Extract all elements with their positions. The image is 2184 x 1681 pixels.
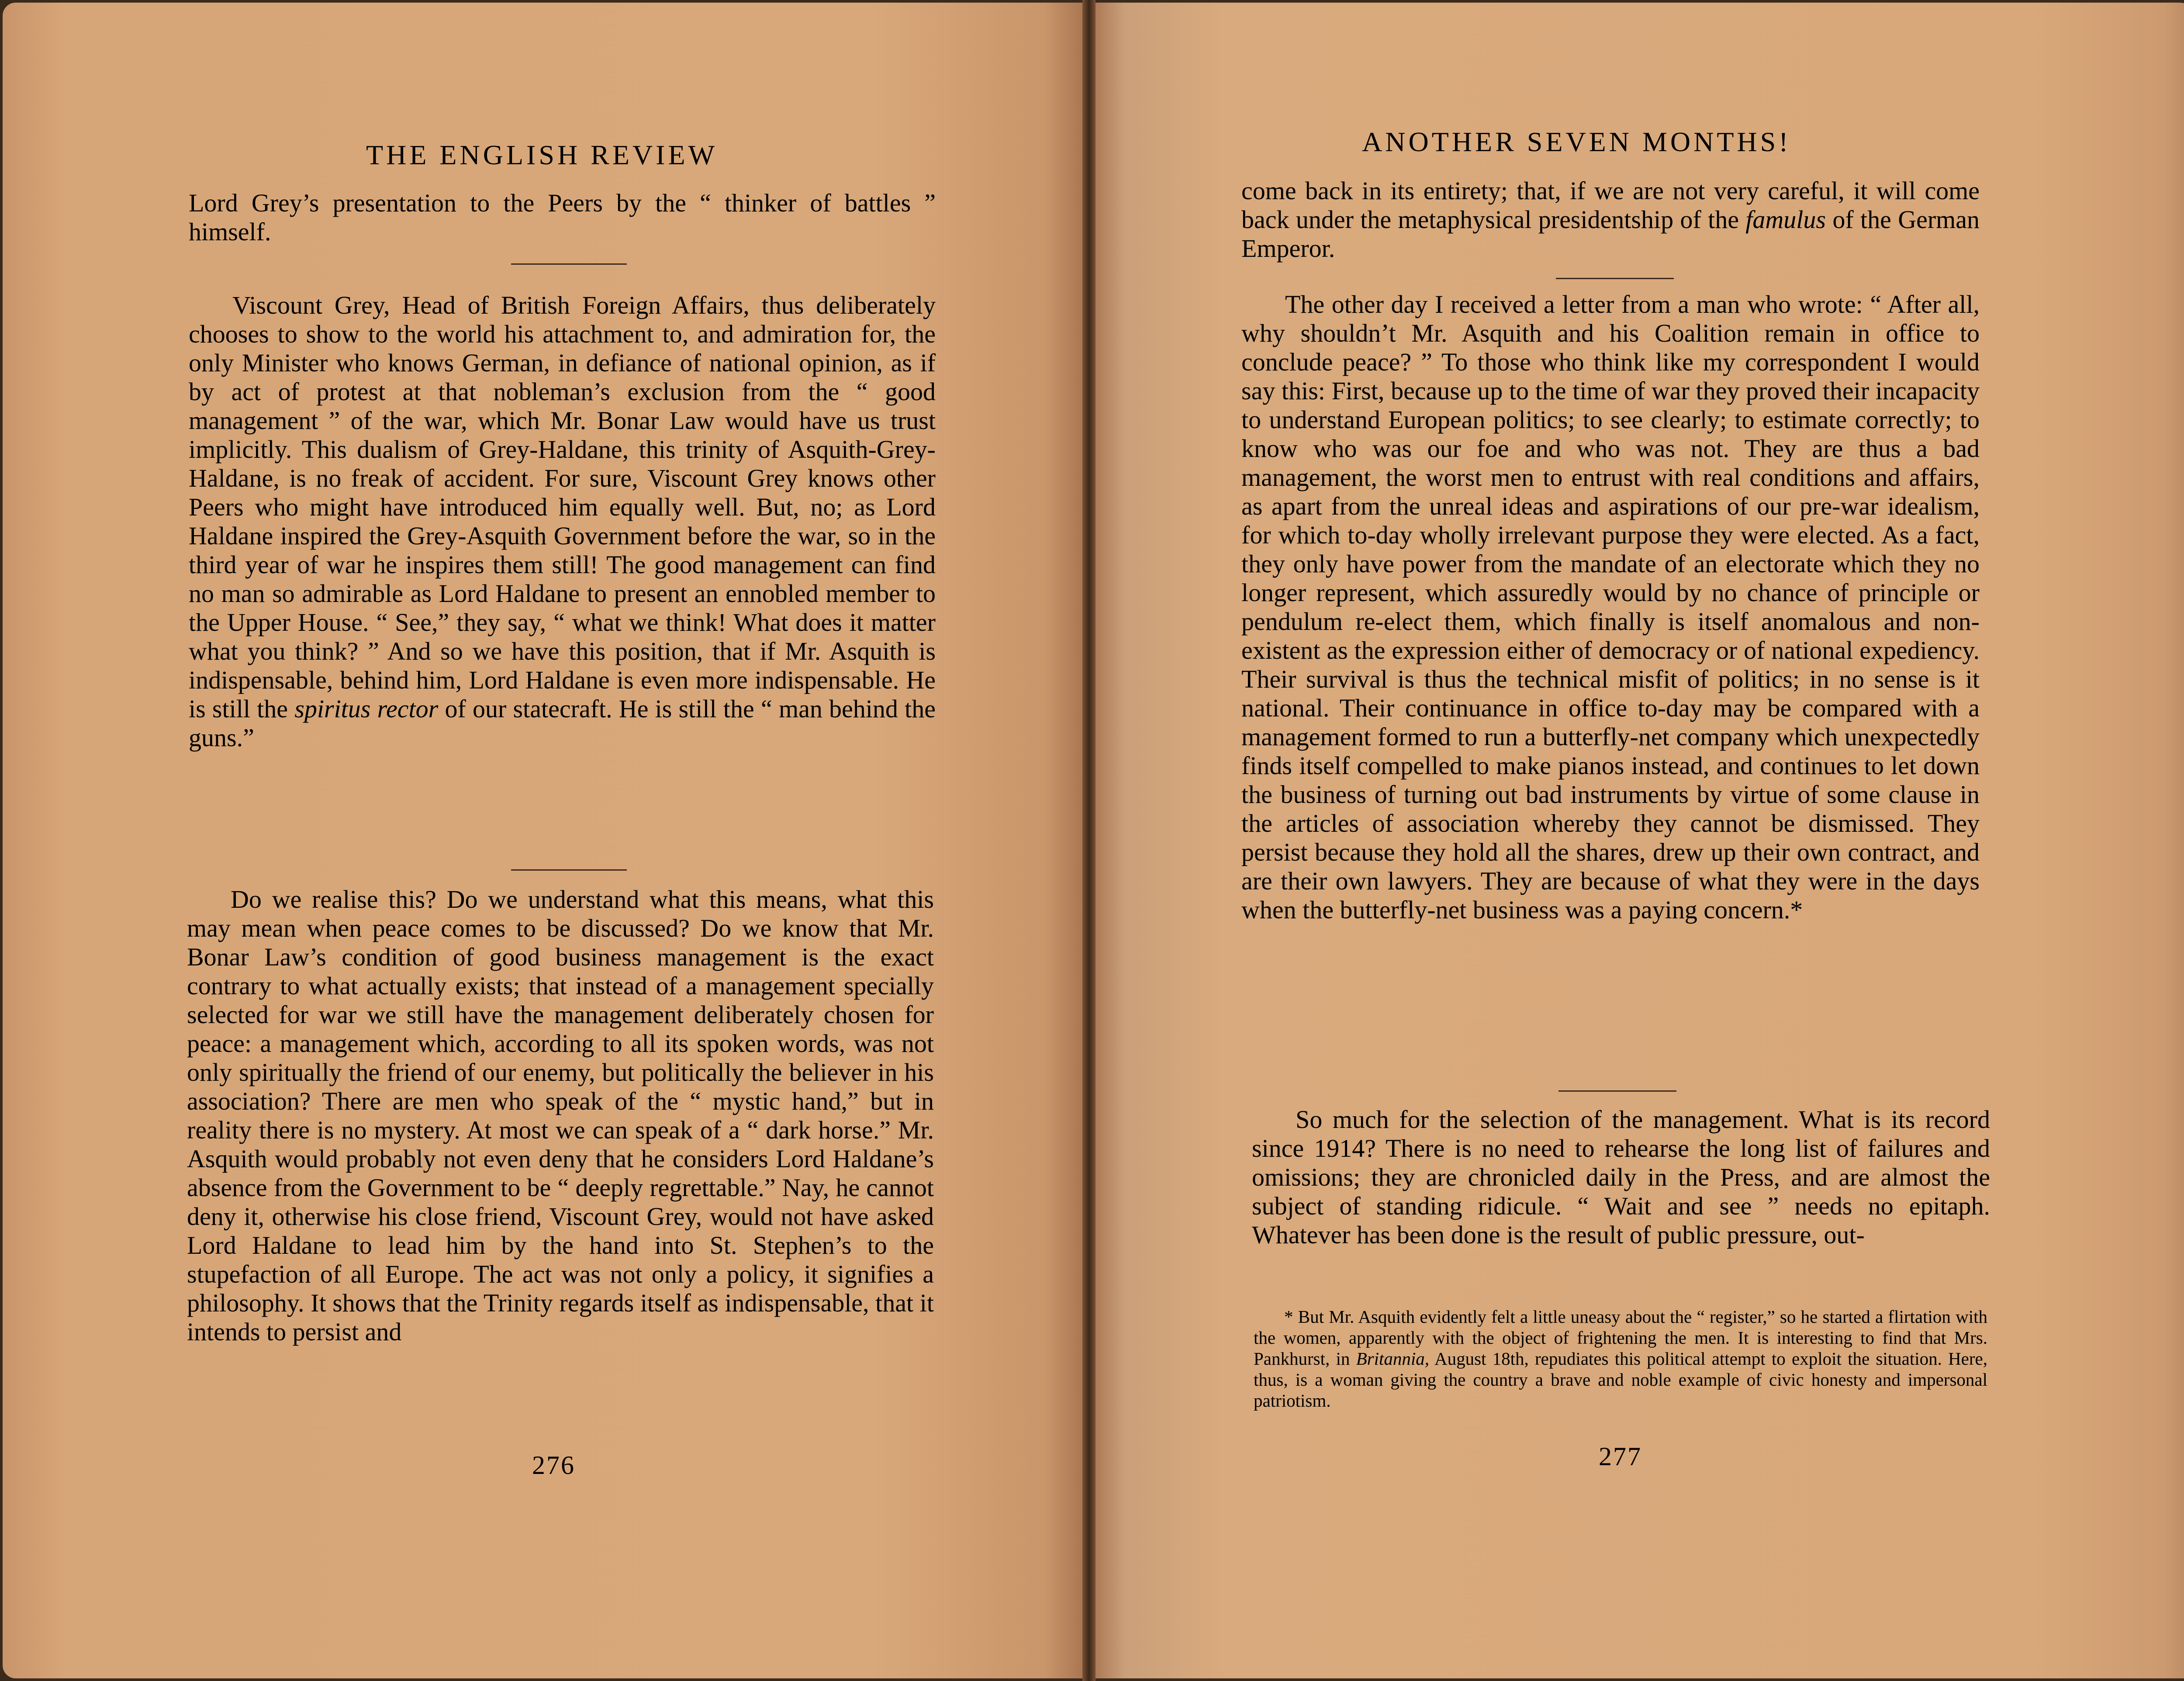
right-para3-text: So much for the selection of the management. What is its record since 1914? There is no need to rehearse the long list of failures and omissions; they are chronicled daily in the Press, and are almost the subject of standing ridicule. “ Wait and see ” needs no epitaph. Whatever has been done is the result of public pressure, out- bbox=[1252, 1105, 1990, 1249]
right-page-number: 277 bbox=[1599, 1442, 1642, 1471]
book-gutter bbox=[1082, 0, 1095, 1681]
left-paragraph-3 bbox=[187, 885, 934, 1346]
footnote bbox=[1254, 1306, 1987, 1411]
right-para1-italic: famulus bbox=[1745, 205, 1826, 234]
left-para1-text: Lord Grey’s presentation to the Peers by the “ thinker of battles ” himself. bbox=[189, 189, 936, 246]
left-page bbox=[3, 3, 1088, 1678]
right-paragraph-2 bbox=[1241, 290, 1980, 924]
left-paragraph-1 bbox=[189, 189, 936, 246]
left-para2-text: Viscount Grey, Head of British Foreign Affairs, thus deliberately chooses to show to the world his attachment to, and admiration for, the only Minister who knows German, in defiance of national opinion, as if by act of protest at that nobleman’s exclusion from the “ good management ” of the war, which Mr. Bonar Law would have us trust implicitly. This dualism of Grey-Haldane, this trinity of Asquith-Grey-Haldane, is no freak of accident. For sure, Viscount Grey knows other Peers who might have introduced him equally well. But, no; as Lord Haldane inspired the Grey-Asquith Government before the war, so in the third year of war he inspires them still! The good management can find no man so admirable as Lord Haldane to present an ennobled member to the Upper House. “ See,” they say, “ what we think! What does it matter what you think? ” And so we have this position, that if Mr. Asquith is indispensable, behind him, Lord Haldane is even more indispensable. He is still the bbox=[189, 291, 936, 723]
left-paragraph-2 bbox=[189, 291, 936, 752]
right-paragraph-3 bbox=[1252, 1105, 1990, 1249]
right-para2-text: The other day I received a letter from a man who wrote: “ After all, why shouldn’t Mr. Asquith and his Coalition remain in office to conclude peace? ” To those who think like my correspondent I would say this: First, because up to the time of war they proved their incapacity to understand European politics; to see clearly; to estimate correctly; to know who was our foe and who was not. They are thus a bad management, the worst men to entrust with real conditions and affairs, as apart from the unreal ideas and aspirations of our pre-war idealism, for which to-day wholly irrelevant purpose they were elected. As a fact, they only have power from the mandate of an electorate which they no longer represent, which assuredly would by no chance of principle or pendulum re-elect them, which finally is itself anomalous and non-existent as the expression either of democracy or of national expediency. Their survival is thus the technical misfit of politics; in no sense is it national. Their continuance in office to-day may be compared with a management formed to run a butterfly-net company which unexpectedly finds itself compelled to make pianos instead, and continues to let down the business of turning out bad instruments by virtue of some clause in the articles of association whereby they cannot be dismissed. They persist because they hold all the shares, drew up their own contract, and are their own lawyers. They are because of what they were in the days when the butterfly-net business was a paying concern.* bbox=[1241, 290, 1980, 924]
section-divider bbox=[1559, 1090, 1676, 1092]
right-para1-end: of the German Emperor. bbox=[1241, 205, 1980, 263]
section-divider bbox=[511, 869, 627, 871]
right-running-head: ANOTHER SEVEN MONTHS! bbox=[1362, 126, 1791, 157]
left-para2-end: of our statecraft. He is still the “ man behind the guns.” bbox=[189, 695, 936, 752]
left-page-number: 276 bbox=[532, 1451, 575, 1480]
footnote-italic: Britannia, bbox=[1356, 1349, 1430, 1369]
left-para2-italic: spiritus rector bbox=[294, 695, 439, 723]
right-para1-text: come back in its entirety; that, if we are not very careful, it will come back under the metaphysical presidentship of the bbox=[1241, 176, 1980, 234]
left-running-head: THE ENGLISH REVIEW bbox=[366, 139, 718, 170]
section-divider bbox=[1556, 278, 1674, 279]
left-para3-text: Do we realise this? Do we understand what this means, what this may mean when peace comes to be discussed? Do we know that Mr. Bonar Law’s condition of good business management is the exact contrary to what actually exists; that instead of a management specially selected for war we still have the management deliberately chosen for peace: a management which, according to all its spoken words, was not only spiritually the friend of our enemy, but politically the believer in his association? There are men who speak of the “ mystic hand,” but in reality there is no mystery. At most we can speak of a “ dark horse.” Mr. Asquith would probably not even deny that he considers Lord Haldane’s absence from the Government to be “ deeply regrettable.” Nay, he cannot deny it, otherwise his close friend, Viscount Grey, would not have asked Lord Haldane to lead him by the hand into St. Stephen’s to the stupefaction of all Europe. The act was not only a policy, it signifies a philosophy. It shows that the Trinity regards itself as indispensable, that it intends to persist and bbox=[187, 885, 934, 1346]
footnote-end: August 18th, repudiates this political attempt to exploit the situation. Here, thus, is a woman giving the country a brave and noble example of civic honesty and impersonal patriotism. bbox=[1254, 1349, 1987, 1411]
right-paragraph-1 bbox=[1241, 176, 1980, 263]
section-divider bbox=[511, 263, 627, 265]
footnote-text: * But Mr. Asquith evidently felt a little uneasy about the “ register,” so he started a flirtation with the women, apparently with the object of frightening the men. It is interesting to find that Mrs. Pankhurst, in bbox=[1254, 1307, 1987, 1369]
